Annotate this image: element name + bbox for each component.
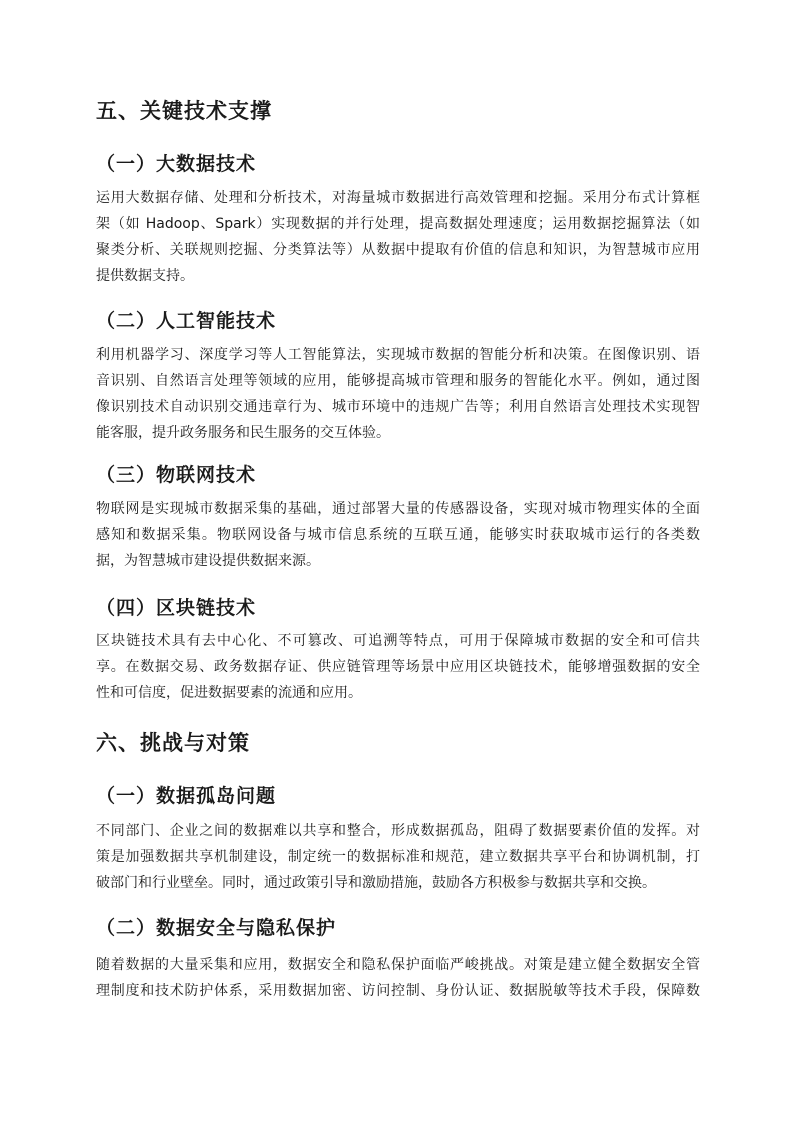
subsection-heading-data-silos: （一）数据孤岛问题 xyxy=(96,785,277,807)
paragraph-blockchain xyxy=(96,628,700,706)
text-line: 音识别、自然语言处理等领域的应用，能够提高城市管理和服务的智能化水平。例如，通过图 xyxy=(96,373,700,389)
paragraph-big-data xyxy=(96,185,700,289)
text-line: 感知和数据采集。物联网设备与城市信息系统的互联互通，能够实时获取城市运行的各类数 xyxy=(96,527,700,543)
paragraph-iot xyxy=(96,496,700,574)
text-line: 性和可信度，促进数据要素的流通和应用。 xyxy=(96,685,362,701)
text-line: 不同部门、企业之间的数据难以共享和整合，形成数据孤岛，阻碍了数据要素价值的发挥。对 xyxy=(96,823,700,839)
subsection-heading-big-data: （一）大数据技术 xyxy=(96,153,257,175)
subsection-heading-ai: （二）人工智能技术 xyxy=(96,310,277,332)
text-line: 提供数据支持。 xyxy=(96,268,194,284)
subsection-heading-blockchain: （四）区块链技术 xyxy=(96,597,257,619)
text-line: 聚类分析、关联规则挖掘、分类算法等）从数据中提取有价值的信息和知识，为智慧城市应用 xyxy=(96,242,700,258)
text-line: 随着数据的大量采集和应用，数据安全和隐私保护面临严峻挑战。对策是建立健全数据安全管 xyxy=(96,957,700,973)
text-line: 物联网是实现城市数据采集的基础，通过部署大量的传感器设备，实现对城市物理实体的全面 xyxy=(96,501,700,517)
subsection-heading-data-security: （二）数据安全与隐私保护 xyxy=(96,917,337,939)
text-line: 像识别技术自动识别交通违章行为、城市环境中的违规广告等；利用自然语言处理技术实现智 xyxy=(96,399,700,415)
text-line: 区块链技术具有去中心化、不可篡改、可追溯等特点，可用于保障城市数据的安全和可信共 xyxy=(96,633,700,649)
text-line: 能客服，提升政务服务和民生服务的交互体验。 xyxy=(96,425,390,441)
section-heading-five: 五、关键技术支撑 xyxy=(96,99,272,123)
text-line: 利用机器学习、深度学习等人工智能算法，实现城市数据的智能分析和决策。在图像识别、语 xyxy=(96,347,700,363)
paragraph-data-silos xyxy=(96,818,700,896)
text-line: 策是加强数据共享机制建设，制定统一的数据标准和规范，建立数据共享平台和协调机制，打 xyxy=(96,849,700,865)
text-line: 享。在数据交易、政务数据存证、供应链管理等场景中应用区块链技术，能够增强数据的安全 xyxy=(96,659,700,675)
paragraph-data-security xyxy=(96,952,700,1004)
text-line: 理制度和技术防护体系，采用数据加密、访问控制、身份认证、数据脱敏等技术手段，保障数 xyxy=(96,983,700,999)
text-line: 据，为智慧城市建设提供数据来源。 xyxy=(96,553,320,569)
text-line: 破部门和行业壁垒。同时，通过政策引导和激励措施，鼓励各方积极参与数据共享和交换。 xyxy=(96,875,656,891)
paragraph-ai xyxy=(96,342,700,446)
section-heading-six: 六、挑战与对策 xyxy=(96,731,250,755)
text-line: 运用大数据存储、处理和分析技术，对海量城市数据进行高效管理和挖掘。采用分布式计算框 xyxy=(96,190,700,206)
text-line: 架（如 Hadoop、Spark）实现数据的并行处理，提高数据处理速度；运用数据挖掘算法（如 xyxy=(96,216,700,232)
subsection-heading-iot: （三）物联网技术 xyxy=(96,464,257,486)
